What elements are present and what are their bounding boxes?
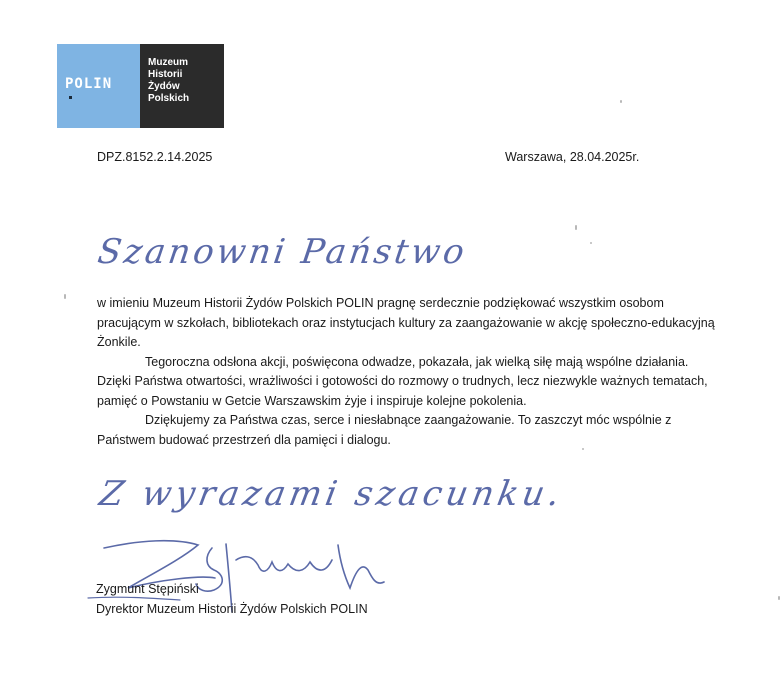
body-paragraph: w imieniu Muzeum Historii Żydów Polskich POLIN pragnę serdecznie podziękować wszystkim osobom pracującym w szkołach, bibliotekach oraz instytucjach kultury za zaangażowanie w akcję społeczno-edukacyjną Żonkile. bbox=[97, 296, 715, 349]
reference-number: DPZ.8152.2.14.2025 bbox=[97, 150, 213, 164]
body-paragraph: Tegoroczna odsłona akcji, poświęcona odwadze, pokazała, jak wielką siłę mają wspólne działania. Dzięki Państwa otwartości, wrażliwości i gotowości do rozmowy o trudnych, lecz niezwykle ważnych tematach, pamięć o Powstaniu w Getcie Warszawskim żyje i inspiruje kolejne pokolenia. bbox=[97, 354, 708, 408]
scan-speck bbox=[620, 100, 622, 103]
scan-speck bbox=[778, 596, 780, 600]
logo-line: Historii bbox=[148, 69, 183, 80]
handwritten-greeting: Szanowni Państwo bbox=[95, 232, 470, 272]
scan-speck bbox=[575, 225, 577, 230]
logo-line: Polskich bbox=[148, 93, 190, 104]
logo-line: Muzeum bbox=[148, 57, 188, 68]
body-paragraph: Dziękujemy za Państwa czas, serce i niesłabnące zaangażowanie. To zaszczyt móc wspólnie z Państwem budować przestrzeń dla pamięci i dialogu. bbox=[97, 413, 672, 447]
logo-brand: POLIN bbox=[65, 76, 113, 92]
logo-line: Żydów bbox=[148, 81, 180, 92]
scan-speck bbox=[590, 242, 592, 244]
place-and-date: Warszawa, 28.04.2025r. bbox=[505, 150, 640, 164]
scan-speck bbox=[582, 448, 584, 450]
handwritten-closing: Z wyrazami szacunku. bbox=[96, 474, 567, 514]
signer-name: Zygmunt Stępiński bbox=[96, 582, 199, 596]
signer-title: Dyrektor Muzeum Historii Żydów Polskich POLIN bbox=[96, 602, 368, 616]
scan-speck bbox=[64, 294, 66, 299]
